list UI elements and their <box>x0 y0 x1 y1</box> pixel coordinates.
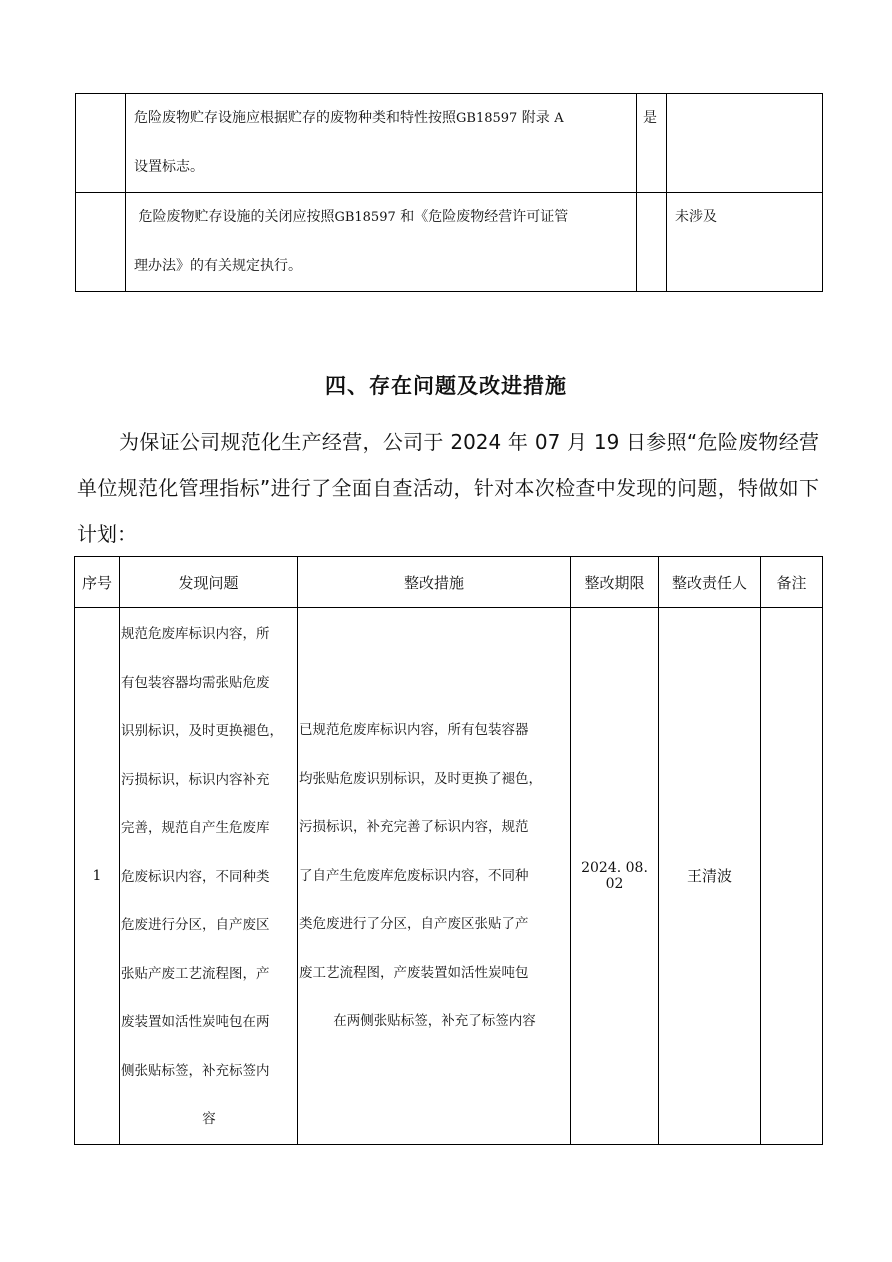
problem-line: 识别标识，及时更换褪色， <box>121 723 283 739</box>
measure-line: 类危废进行了分区，自产废区张贴了产 <box>299 916 529 932</box>
checklist-remark-cell <box>667 94 823 193</box>
checklist-remark: 未涉及 <box>675 209 717 225</box>
plan-problem-cell <box>120 608 298 1145</box>
checklist-result: 是 <box>643 110 657 126</box>
measure-line: 废工艺流程图，产废装置如活性炭吨包 <box>299 964 529 981</box>
header-owner: 整改责任人 <box>659 557 761 608</box>
measure-line-last: 在两侧张贴标签，补充了标签内容 <box>333 1013 536 1029</box>
rectification-plan-table <box>74 556 823 1145</box>
problem-line: 废装置如活性炭吨包在两 <box>121 1014 270 1030</box>
problem-line: 危废进行分区，自产废区 <box>121 917 270 933</box>
header-problem: 发现问题 <box>120 557 298 608</box>
measure-text <box>298 706 570 1046</box>
problem-line: 有包装容器均需张贴危废 <box>121 674 270 691</box>
measure-line: 污损标识，补充完善了标识内容，规范 <box>299 819 529 835</box>
checklist-index-cell <box>76 94 126 193</box>
checklist-item-cell <box>126 94 637 193</box>
header-note: 备注 <box>761 557 823 608</box>
table-header-row <box>75 557 823 608</box>
measure-line: 均张贴危废识别标识，及时更换了褪色， <box>299 770 542 787</box>
intro-paragraph: 为保证公司规范化生产经营，公司于 2024 年 07 月 19 日参照“危险废物经营单位规范化管理指标”进行了全面自查活动，针对本次检查中发现的问题，特做如下计划： <box>77 430 819 546</box>
problem-line: 张贴产废工艺流程图，产 <box>121 965 270 982</box>
checklist-item-cell <box>126 193 637 292</box>
item-text-c: 设置标志。 <box>134 159 204 175</box>
plan-seq-cell: 1 <box>75 608 120 1145</box>
item-text-b: 附录 <box>521 110 550 126</box>
header-seq: 序号 <box>75 557 120 608</box>
plan-owner-cell: 王清波 <box>659 608 761 1145</box>
problem-text <box>120 608 297 1144</box>
item-text-a: 危险废物贮存设施的关闭应按照 <box>138 209 335 225</box>
problem-line: 污损标识，标识内容补充 <box>121 771 270 788</box>
checklist-remark-cell <box>667 193 823 292</box>
table-row <box>76 193 823 292</box>
item-code: GB18597 <box>334 210 396 225</box>
item-code-2: A <box>554 111 564 126</box>
plan-measure-cell <box>298 608 571 1145</box>
header-measure: 整改措施 <box>298 557 571 608</box>
checklist-index-cell <box>76 193 126 292</box>
item-code: GB18597 <box>456 111 518 126</box>
header-deadline: 整改期限 <box>571 557 659 608</box>
section-heading: 四、存在问题及改进措施 <box>325 373 567 398</box>
plan-deadline-cell: 2024. 08. 02 <box>571 608 659 1145</box>
measure-line: 了自产生危废库危废标识内容，不同种 <box>299 867 529 884</box>
problem-line-last: 容 <box>202 1111 216 1127</box>
item-text-c: 理办法》的有关规定执行。 <box>134 258 302 274</box>
problem-line: 侧张贴标签，补充标签内 <box>121 1062 270 1079</box>
checklist-table <box>75 93 823 292</box>
table-row <box>75 608 823 1145</box>
checklist-item-text <box>126 94 636 192</box>
item-text-a: 危险废物贮存设施应根据贮存的废物种类和特性按照 <box>134 110 456 126</box>
table-row <box>76 94 823 193</box>
plan-note-cell <box>761 608 823 1145</box>
measure-line: 已规范危废库标识内容，所有包装容器 <box>299 722 529 738</box>
problem-line: 完善，规范自产生危废库 <box>121 820 270 836</box>
item-text-b: 和《危险废物经营许可证管 <box>400 209 569 225</box>
checklist-item-text <box>126 193 636 291</box>
checklist-result-cell <box>637 193 667 292</box>
problem-line: 规范危废库标识内容，所 <box>121 626 270 642</box>
checklist-result-cell <box>637 94 667 193</box>
problem-line: 危废标识内容，不同种类 <box>121 868 270 885</box>
